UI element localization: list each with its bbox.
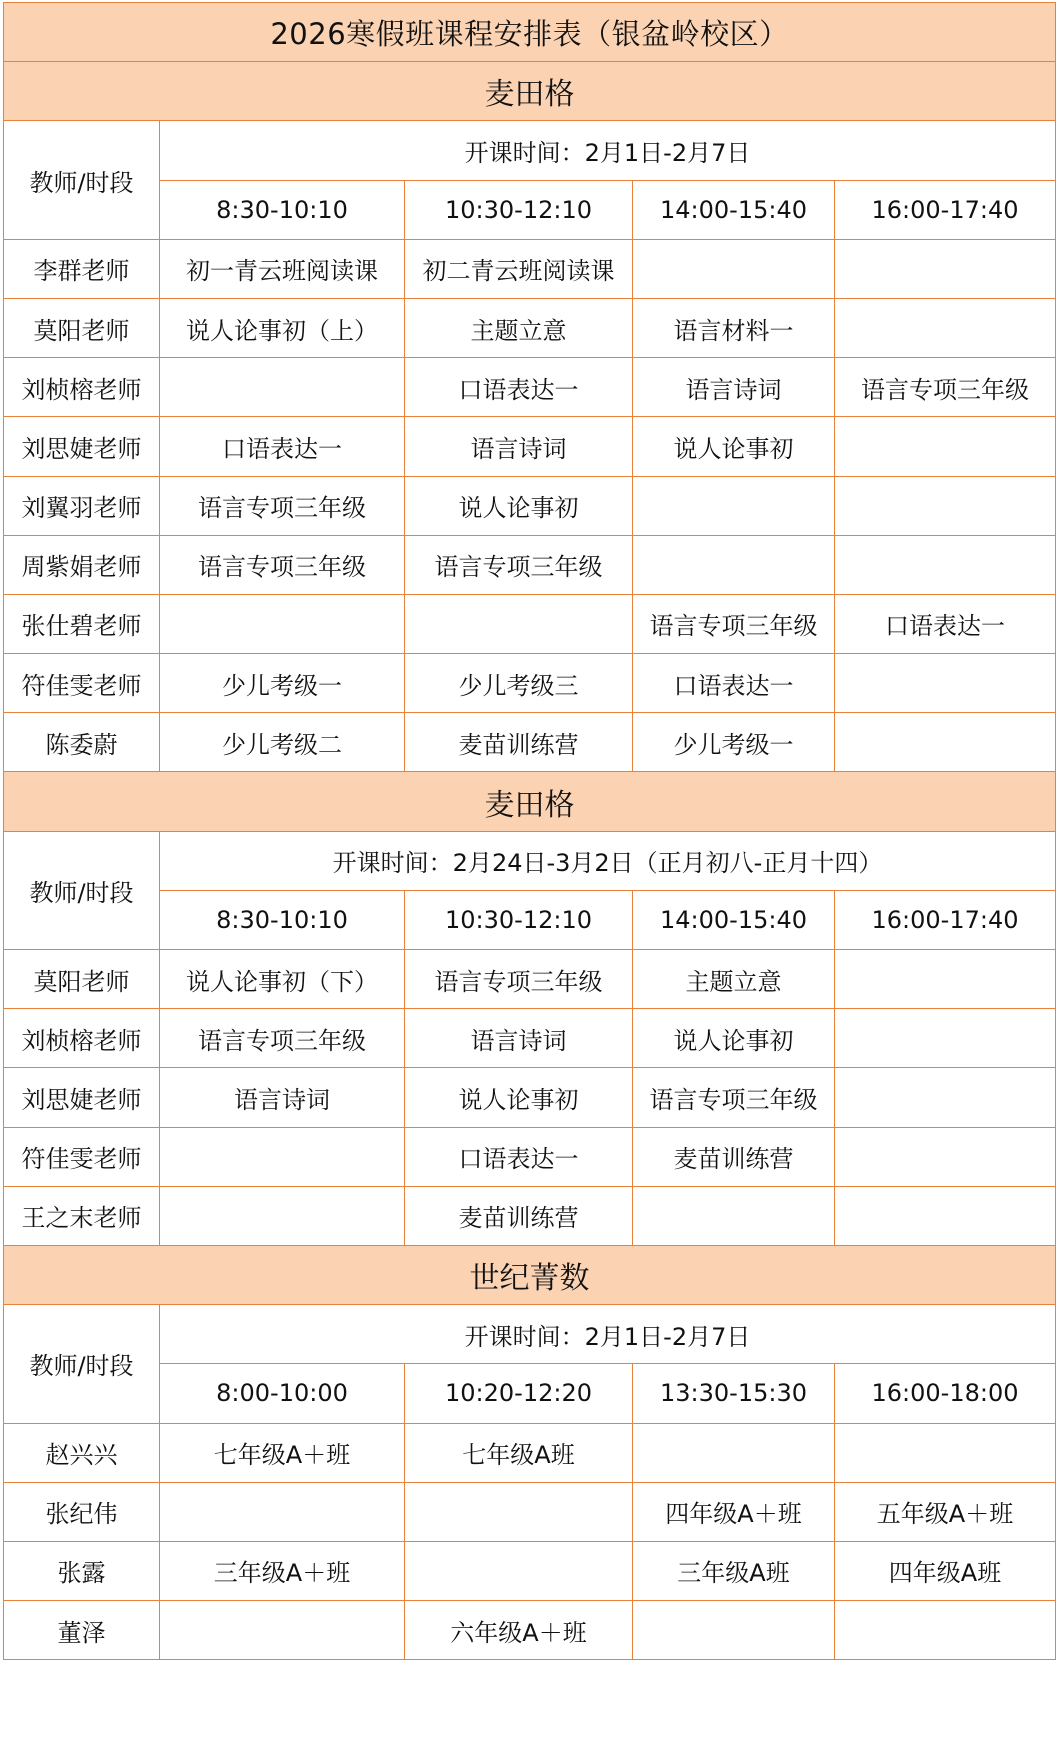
section-title: 麦田格 (4, 772, 1056, 831)
teacher-name: 刘思婕老师 (4, 417, 160, 476)
table-row (4, 535, 1056, 594)
course-cell (835, 654, 1056, 713)
course-cell (835, 239, 1056, 298)
course-cell (160, 1601, 405, 1660)
course-cell (633, 1186, 835, 1245)
title-row (4, 3, 1056, 62)
course-cell (835, 950, 1056, 1009)
section-title: 世纪菁数 (4, 1245, 1056, 1304)
timeslot-row (4, 180, 1056, 239)
course-cell: 语言诗词 (160, 1068, 405, 1127)
schedule-document (3, 2, 1055, 1660)
teacher-name: 刘桢榕老师 (4, 1009, 160, 1068)
course-cell (405, 594, 633, 653)
table-row (4, 654, 1056, 713)
course-cell: 语言诗词 (633, 358, 835, 417)
course-cell: 语言材料一 (633, 298, 835, 357)
schedule-table (3, 2, 1056, 1660)
table-row (4, 1186, 1056, 1245)
course-cell (633, 476, 835, 535)
table-row (4, 239, 1056, 298)
teacher-name: 王之末老师 (4, 1186, 160, 1245)
course-cell: 说人论事初 (405, 476, 633, 535)
course-cell: 说人论事初（上） (160, 298, 405, 357)
course-cell: 语言专项三年级 (160, 535, 405, 594)
course-cell: 语言专项三年级 (405, 535, 633, 594)
course-cell: 麦苗训练营 (405, 1186, 633, 1245)
course-cell (835, 476, 1056, 535)
timeslot-header: 8:00-10:00 (160, 1364, 405, 1423)
course-cell: 少儿考级二 (160, 713, 405, 772)
course-cell: 三年级A＋班 (160, 1541, 405, 1600)
course-cell: 语言专项三年级 (160, 476, 405, 535)
teacher-name: 莫阳老师 (4, 298, 160, 357)
course-cell: 三年级A班 (633, 1541, 835, 1600)
course-cell: 说人论事初（下） (160, 950, 405, 1009)
section-header-row (4, 62, 1056, 121)
teacher-name: 符佳雯老师 (4, 654, 160, 713)
timeslot-header: 16:00-18:00 (835, 1364, 1056, 1423)
teacher-timeslot-corner: 教师/时段 (4, 831, 160, 949)
teacher-name: 刘桢榕老师 (4, 358, 160, 417)
course-cell: 口语表达一 (633, 654, 835, 713)
course-cell: 四年级A＋班 (633, 1482, 835, 1541)
course-cell: 六年级A＋班 (405, 1601, 633, 1660)
course-cell: 语言诗词 (405, 1009, 633, 1068)
course-cell (633, 535, 835, 594)
course-cell (835, 1601, 1056, 1660)
section-title: 麦田格 (4, 62, 1056, 121)
course-cell (835, 1127, 1056, 1186)
course-cell (835, 1186, 1056, 1245)
teacher-name: 张露 (4, 1541, 160, 1600)
timeslot-header: 10:30-12:10 (405, 890, 633, 949)
course-cell: 说人论事初 (633, 1009, 835, 1068)
course-cell: 麦苗训练营 (633, 1127, 835, 1186)
course-cell: 主题立意 (405, 298, 633, 357)
course-cell: 语言专项三年级 (633, 594, 835, 653)
teacher-name: 陈委蔚 (4, 713, 160, 772)
course-cell (405, 1482, 633, 1541)
section-header-row (4, 772, 1056, 831)
timeslot-header: 10:30-12:10 (405, 180, 633, 239)
course-cell: 语言诗词 (405, 417, 633, 476)
course-cell: 语言专项三年级 (405, 950, 633, 1009)
course-cell: 五年级A＋班 (835, 1482, 1056, 1541)
table-row (4, 1541, 1056, 1600)
teacher-timeslot-corner: 教师/时段 (4, 1305, 160, 1423)
teacher-name: 赵兴兴 (4, 1423, 160, 1482)
course-cell: 语言专项三年级 (835, 358, 1056, 417)
course-cell: 七年级A班 (405, 1423, 633, 1482)
timeslot-header: 14:00-15:40 (633, 890, 835, 949)
course-cell (160, 1186, 405, 1245)
course-cell (835, 713, 1056, 772)
timeslot-row (4, 890, 1056, 949)
timeslot-header: 8:30-10:10 (160, 890, 405, 949)
page-title: 2026寒假班课程安排表（银盆岭校区） (4, 3, 1056, 62)
timeslot-header: 13:30-15:30 (633, 1364, 835, 1423)
timeslot-header: 14:00-15:40 (633, 180, 835, 239)
timeslot-header: 16:00-17:40 (835, 180, 1056, 239)
course-cell: 说人论事初 (405, 1068, 633, 1127)
course-cell: 语言专项三年级 (633, 1068, 835, 1127)
teacher-name: 刘翼羽老师 (4, 476, 160, 535)
course-period: 开课时间：2月1日-2月7日 (160, 121, 1056, 180)
teacher-name: 符佳雯老师 (4, 1127, 160, 1186)
course-cell (835, 298, 1056, 357)
table-row (4, 1009, 1056, 1068)
course-cell (633, 1423, 835, 1482)
course-cell (160, 594, 405, 653)
course-cell (835, 535, 1056, 594)
course-cell (160, 358, 405, 417)
period-row (4, 121, 1056, 180)
table-row (4, 594, 1056, 653)
table-row (4, 1127, 1056, 1186)
course-cell: 口语表达一 (160, 417, 405, 476)
table-row (4, 298, 1056, 357)
course-cell: 初二青云班阅读课 (405, 239, 633, 298)
section-header-row (4, 1245, 1056, 1304)
course-cell (835, 417, 1056, 476)
course-cell (835, 1068, 1056, 1127)
table-row (4, 1601, 1056, 1660)
teacher-name: 刘思婕老师 (4, 1068, 160, 1127)
table-row (4, 417, 1056, 476)
period-row (4, 831, 1056, 890)
period-row (4, 1305, 1056, 1364)
timeslot-header: 16:00-17:40 (835, 890, 1056, 949)
course-cell: 七年级A＋班 (160, 1423, 405, 1482)
teacher-name: 张纪伟 (4, 1482, 160, 1541)
teacher-name: 莫阳老师 (4, 950, 160, 1009)
course-cell (633, 1601, 835, 1660)
course-cell: 主题立意 (633, 950, 835, 1009)
teacher-name: 周紫娟老师 (4, 535, 160, 594)
course-cell: 少儿考级三 (405, 654, 633, 713)
course-cell: 语言专项三年级 (160, 1009, 405, 1068)
course-period: 开课时间：2月1日-2月7日 (160, 1305, 1056, 1364)
timeslot-header: 10:20-12:20 (405, 1364, 633, 1423)
table-row (4, 950, 1056, 1009)
course-cell (835, 1423, 1056, 1482)
course-cell (633, 239, 835, 298)
course-cell: 说人论事初 (633, 417, 835, 476)
course-cell: 少儿考级一 (160, 654, 405, 713)
course-cell (160, 1127, 405, 1186)
teacher-name: 张仕碧老师 (4, 594, 160, 653)
course-period: 开课时间：2月24日-3月2日（正月初八-正月十四） (160, 831, 1056, 890)
course-cell (835, 1009, 1056, 1068)
course-cell (160, 1482, 405, 1541)
course-cell: 初一青云班阅读课 (160, 239, 405, 298)
table-row (4, 713, 1056, 772)
course-cell (405, 1541, 633, 1600)
course-cell: 四年级A班 (835, 1541, 1056, 1600)
course-cell: 麦苗训练营 (405, 713, 633, 772)
table-row (4, 476, 1056, 535)
table-row (4, 1482, 1056, 1541)
table-row (4, 358, 1056, 417)
teacher-timeslot-corner: 教师/时段 (4, 121, 160, 239)
table-row (4, 1423, 1056, 1482)
course-cell: 少儿考级一 (633, 713, 835, 772)
teacher-name: 李群老师 (4, 239, 160, 298)
table-row (4, 1068, 1056, 1127)
course-cell: 口语表达一 (835, 594, 1056, 653)
course-cell: 口语表达一 (405, 358, 633, 417)
timeslot-row (4, 1364, 1056, 1423)
course-cell: 口语表达一 (405, 1127, 633, 1186)
timeslot-header: 8:30-10:10 (160, 180, 405, 239)
teacher-name: 董泽 (4, 1601, 160, 1660)
